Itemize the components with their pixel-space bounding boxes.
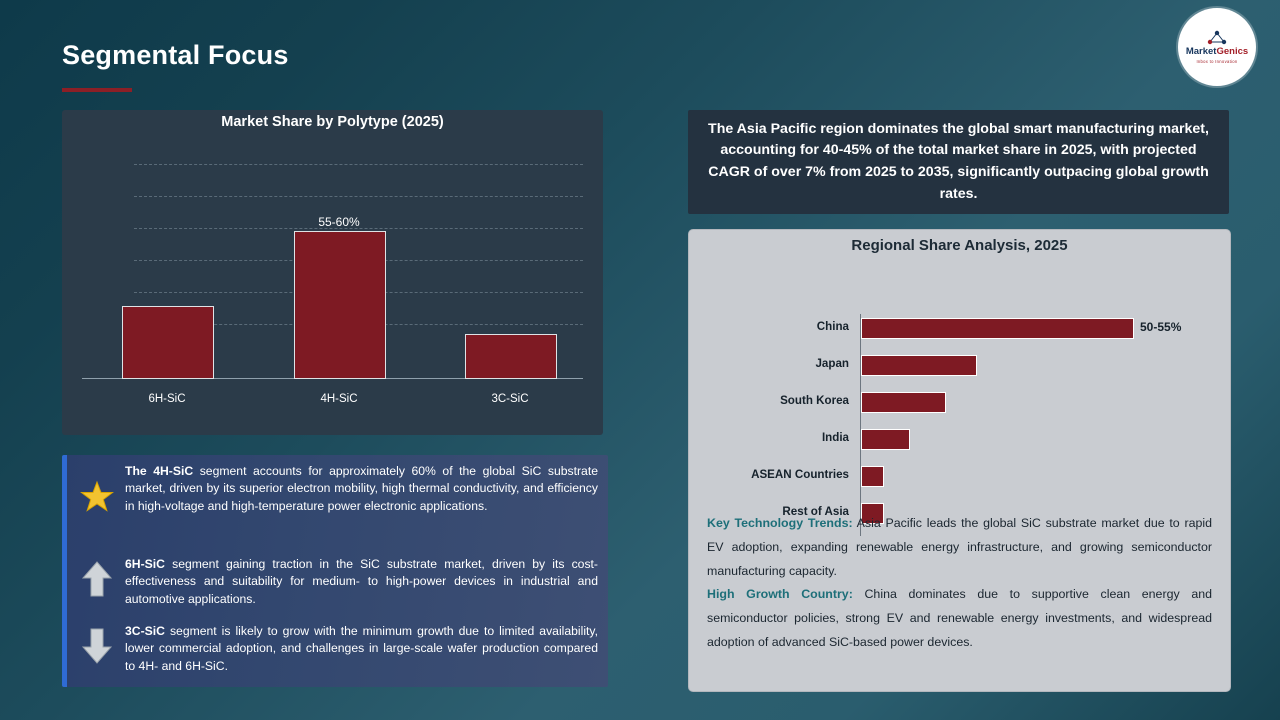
trend-growth-country-key: High Growth Country: (707, 587, 853, 602)
regional-row-south-korea (689, 388, 1230, 414)
note-text-3c-sic: segment is likely to grow with the minimum growth due to limited availability, lower commercial adoption, and challenges in large-scale wafer production compared to 4H- and 6H-SiC. (125, 624, 598, 673)
regional-row-japan (689, 351, 1230, 377)
note-lead-6h-sic: 6H-SiC (125, 557, 165, 571)
regional-bar-japan (861, 355, 977, 376)
regional-share-card (688, 229, 1231, 692)
note-lead-4h-sic: The 4H-SiC (125, 464, 194, 478)
title-underline (62, 88, 132, 92)
regional-bar-asean (861, 466, 884, 487)
bar-3c-sic (465, 334, 557, 379)
trends-block (707, 512, 1212, 655)
category-label-6h-sic: 6H-SiC (148, 393, 186, 405)
polytype-chart-title: Market Share by Polytype (2025) (221, 114, 444, 130)
regional-plot-area (689, 270, 1230, 518)
regional-label-china: China (816, 320, 849, 333)
regional-label-japan: Japan (815, 357, 849, 370)
bar-6h-sic (122, 306, 214, 379)
gridline (134, 164, 583, 165)
regional-label-south-korea: South Korea (780, 394, 849, 407)
regional-value-china: 50-55% (1140, 320, 1182, 334)
note-lead-3c-sic: 3C-SiC (125, 624, 165, 638)
note-text-6h-sic: segment gaining traction in the SiC substrate market, driven by its cost-effectiveness and suitability for medium- to high-power devices in industrial and automotive applications. (125, 557, 598, 606)
polytype-plot-area (72, 146, 593, 425)
bar-4h-sic (294, 231, 386, 379)
bar-value-4h-sic: 55-60% (318, 215, 360, 229)
note-item-4h-sic (125, 463, 598, 515)
logo-wordmark (1186, 47, 1248, 57)
polytype-chart-card (62, 110, 603, 435)
insights-panel (62, 455, 608, 687)
network-nodes-icon (1206, 30, 1228, 46)
up-arrow-icon (77, 560, 117, 603)
page-title: Segmental Focus (62, 40, 289, 70)
regional-row-asean (689, 462, 1230, 488)
note-item-3c-sic (125, 623, 598, 675)
category-label-4h-sic: 4H-SiC (320, 393, 358, 405)
star-icon (77, 480, 117, 519)
trend-technology-text: Asia Pacific leads the global SiC substrate market due to rapid EV adoption, expanding renewable energy infrastructure, and growing semiconductor manufacturing capacity. (707, 516, 1212, 578)
regional-label-rest-of-asia: Rest of Asia (782, 505, 849, 518)
company-logo (1178, 8, 1256, 86)
regional-chart-title: Regional Share Analysis, 2025 (851, 237, 1068, 254)
logo-market: Market (1185, 46, 1217, 58)
trend-technology (707, 512, 1212, 583)
regional-bar-south-korea (861, 392, 946, 413)
note-text-4h-sic: segment accounts for approximately 60% of the global SiC substrate market, driven by its superior electron mobility, high thermal conductivity, and efficiency in high-voltage and high-temperature power electronic applications. (125, 464, 598, 513)
regional-label-india: India (821, 431, 849, 444)
regional-bar-india (861, 429, 910, 450)
callout-box (688, 110, 1229, 214)
regional-label-asean: ASEAN Countries (751, 468, 849, 481)
regional-row-india (689, 425, 1230, 451)
logo-tagline: Inbox to Innovation (1196, 58, 1238, 64)
gridline (134, 196, 583, 197)
trend-growth-country-text: China dominates due to supportive clean energy and semiconductor policies, strong EV and renewable energy investments, and widespread adoption of advanced SiC-based power devices. (707, 587, 1212, 650)
note-item-6h-sic (125, 556, 598, 608)
down-arrow-icon (77, 627, 117, 670)
trend-technology-key: Key Technology Trends: (707, 516, 853, 530)
trend-growth-country (707, 583, 1212, 654)
callout-text: The Asia Pacific region dominates the global smart manufacturing market, accounting for 40-45% of the total market share in 2025, with projected CAGR of over 7% from 2025 to 2035, significantly outpacing global growth rates. (708, 120, 1209, 202)
regional-row-china (689, 314, 1230, 340)
category-label-3c-sic: 3C-SiC (491, 393, 529, 405)
logo-genics: Genics (1216, 46, 1249, 58)
regional-bar-china (861, 318, 1134, 339)
